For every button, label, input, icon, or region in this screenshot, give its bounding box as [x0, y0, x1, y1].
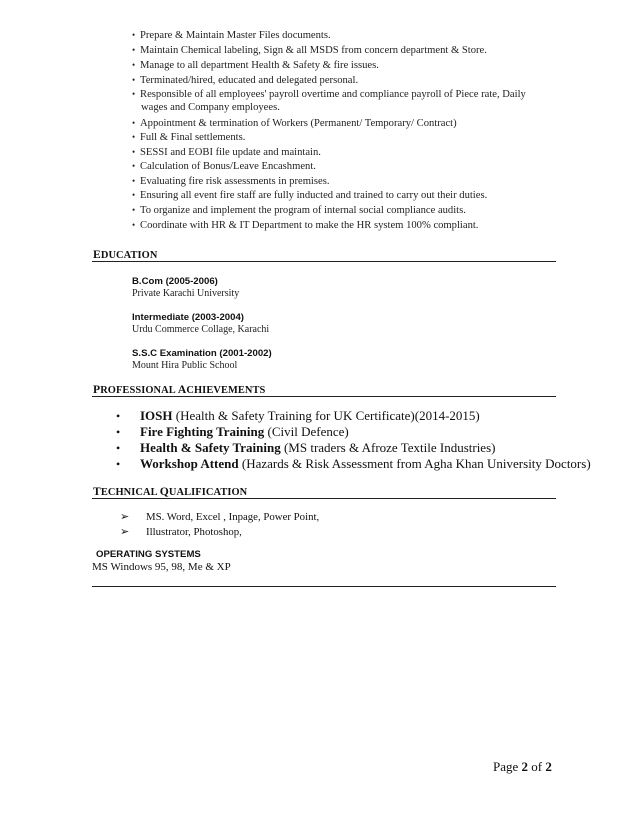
heading-initial: P	[93, 383, 101, 396]
heading-rest: ECHNICAL	[100, 487, 160, 498]
heading-initial: E	[93, 248, 101, 261]
bullet-icon: •	[116, 409, 121, 423]
duty-text: Maintain Chemical labeling, Sign & all MSDS from concern department & Store.	[140, 45, 487, 56]
duty-text: Prepare & Maintain Master Files documents.	[140, 30, 331, 41]
duty-item	[132, 160, 316, 173]
duty-item	[132, 204, 466, 217]
duty-item	[132, 59, 379, 72]
duty-text: Evaluating fire risk assessments in premises.	[140, 176, 330, 187]
os-value: MS Windows 95, 98, Me & XP	[92, 561, 231, 573]
duty-text: Calculation of Bonus/Leave Encashment.	[140, 161, 316, 172]
duty-item	[132, 74, 358, 87]
education-degree: Intermediate (2003-2004)	[132, 312, 244, 323]
education-institution: Urdu Commerce Collage, Karachi	[132, 324, 270, 335]
heading-rest: CHIEVEMENTS	[186, 385, 266, 396]
achievement-detail: (Civil Defence)	[264, 424, 349, 439]
bullet-icon: •	[132, 89, 136, 99]
duty-item	[132, 175, 329, 188]
education-heading	[93, 248, 157, 261]
arrow-bullet-icon: ➢	[120, 526, 130, 538]
duty-item	[132, 117, 457, 130]
education-institution: Mount Hira Public School	[132, 360, 238, 371]
heading-initial: T	[93, 485, 101, 498]
bullet-icon: •	[132, 176, 136, 186]
bullet-icon: •	[132, 30, 136, 40]
technical-item	[120, 525, 242, 538]
duty-text: Terminated/hired, educated and delegated personal.	[140, 75, 359, 86]
duty-text: Appointment & termination of Workers (Permanent/ Temporary/ Contract)	[140, 118, 457, 129]
duty-text-continued: wages and Company employees.	[141, 102, 280, 113]
achievement-detail: (MS traders & Afroze Textile Industries)	[280, 440, 496, 455]
achievements-heading	[93, 383, 265, 396]
bullet-icon: •	[132, 75, 136, 85]
page-number	[493, 759, 552, 775]
technical-text: Illustrator, Photoshop,	[146, 526, 242, 538]
achievement-title: Workshop Attend	[140, 456, 239, 471]
duty-text: Responsible of all employees' payroll overtime and compliance payroll of Piece rate, Daily	[140, 89, 526, 100]
achievement-item	[116, 440, 495, 456]
heading-rest: ROFESSIONAL	[100, 385, 178, 396]
duty-item	[132, 219, 478, 232]
os-divider	[92, 586, 556, 587]
duty-text: Ensuring all event fire staff are fully inducted and trained to carry out their duties.	[140, 190, 488, 201]
heading-rest: UALIFICATION	[168, 487, 248, 498]
bullet-icon: •	[132, 190, 136, 200]
duty-item	[132, 131, 245, 144]
page-label: Page	[493, 759, 522, 774]
education-divider	[92, 261, 556, 262]
duty-text: SESSI and EOBI file update and maintain.	[140, 147, 321, 158]
technical-text: MS. Word, Excel , Inpage, Power Point,	[146, 511, 320, 523]
technical-item	[120, 510, 319, 523]
of-label: of	[528, 759, 546, 774]
achievement-item	[116, 456, 591, 472]
duty-item	[132, 189, 487, 202]
education-degree: B.Com (2005-2006)	[132, 276, 218, 287]
duty-item	[132, 29, 331, 42]
achievement-item	[116, 424, 349, 440]
education-institution: Private Karachi University	[132, 288, 240, 299]
bullet-icon: •	[132, 161, 136, 171]
bullet-icon: •	[132, 132, 136, 142]
heading-rest: DUCATION	[100, 250, 158, 261]
bullet-icon: •	[132, 205, 136, 215]
achievements-divider	[92, 396, 556, 397]
bullet-icon: •	[116, 441, 121, 455]
achievement-detail: (Health & Safety Training for UK Certificate)(2014-2015)	[172, 408, 480, 423]
duty-text: Manage to all department Health & Safety & fire issues.	[140, 60, 379, 71]
bullet-icon: •	[132, 118, 136, 128]
duty-text: Full & Final settlements.	[140, 132, 246, 143]
duty-text: To organize and implement the program of internal social compliance audits.	[140, 205, 466, 216]
heading-initial: A	[177, 383, 187, 396]
arrow-bullet-icon: ➢	[120, 511, 130, 523]
duty-text: Coordinate with HR & IT Department to make the HR system 100% compliant.	[140, 220, 479, 231]
bullet-icon: •	[132, 147, 136, 157]
achievement-title: Health & Safety Training	[140, 440, 281, 455]
current-page: 2	[521, 759, 529, 774]
bullet-icon: •	[116, 457, 121, 471]
achievement-detail: (Hazards & Risk Assessment from Agha Khan University Doctors)	[238, 456, 591, 471]
bullet-icon: •	[132, 60, 136, 70]
heading-initial: Q	[159, 485, 169, 498]
duty-item	[132, 44, 487, 57]
duty-item	[132, 146, 321, 159]
education-degree: S.S.C Examination (2001-2002)	[132, 348, 272, 359]
bullet-icon: •	[132, 45, 136, 55]
duty-item	[132, 88, 526, 113]
total-pages: 2	[545, 759, 552, 774]
technical-divider	[92, 498, 556, 499]
technical-heading	[93, 485, 247, 498]
os-heading: OPERATING SYSTEMS	[96, 549, 201, 560]
achievement-item	[116, 408, 480, 424]
bullet-icon: •	[116, 425, 121, 439]
achievement-title: IOSH	[140, 408, 173, 423]
bullet-icon: •	[132, 220, 136, 230]
achievement-title: Fire Fighting Training	[140, 424, 265, 439]
